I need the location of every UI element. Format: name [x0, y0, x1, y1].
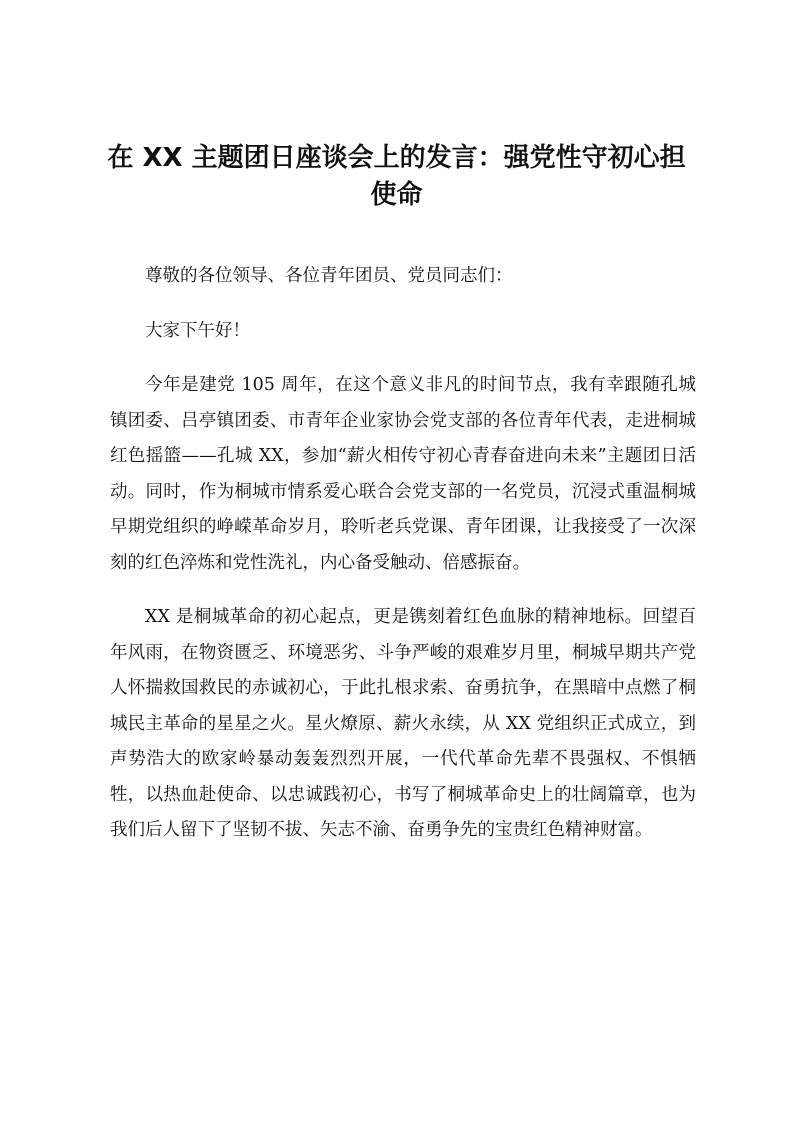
greeting-paragraph: 大家下午好！ [145, 320, 250, 341]
body-paragraph: 今年是建党 105 周年，在这个意义非凡的时间节点，我有幸跟随孔城镇团委、吕亭镇团委、市青年企业家协会党支部的各位青年代表，走进桐城红色摇篮——孔城 XX，参加“薪火相传守初心青春奋进向未来”主题团日活动。同时，作为桐城市情系爱心联合会党支部的一名党员，沉浸式重温桐城早期党组织的峥嵘革命岁月，聆听老兵党课、青年团课，让我接受了一次深刻的红色淬炼和党性洗礼，内心备受触动、倍感振奋。 [110, 375, 696, 573]
document-body [110, 259, 696, 868]
body-paragraph: XX 是桐城革命的初心起点，更是镌刻着红色血脉的精神地标。回望百年风雨，在物资匮乏、环境恶劣、斗争严峻的艰难岁月里，桐城早期共产党人怀揣救国救民的赤诚初心，于此扎根求索、奋勇抗争，在黑暗中点燃了桐城民主革命的星星之火。星火燎原、薪火永续，从 XX 党组织正式成立，到声势浩大的欧家岭暴动轰轰烈烈开展，一代代革命先辈不畏强权、不惧牺牲，以热血赴使命、以忠诚践初心，书写了桐城革命史上的壮阔篇章，也为我们后人留下了坚韧不拔、矢志不渝、奋勇争先的宝贵红色精神财富。 [110, 607, 696, 840]
salutation-paragraph: 尊敬的各位领导、各位青年团员、党员同志们： [145, 266, 513, 286]
document-title: 在 XX 主题团日座谈会上的发言：强党性守初心担使命 [107, 143, 686, 210]
